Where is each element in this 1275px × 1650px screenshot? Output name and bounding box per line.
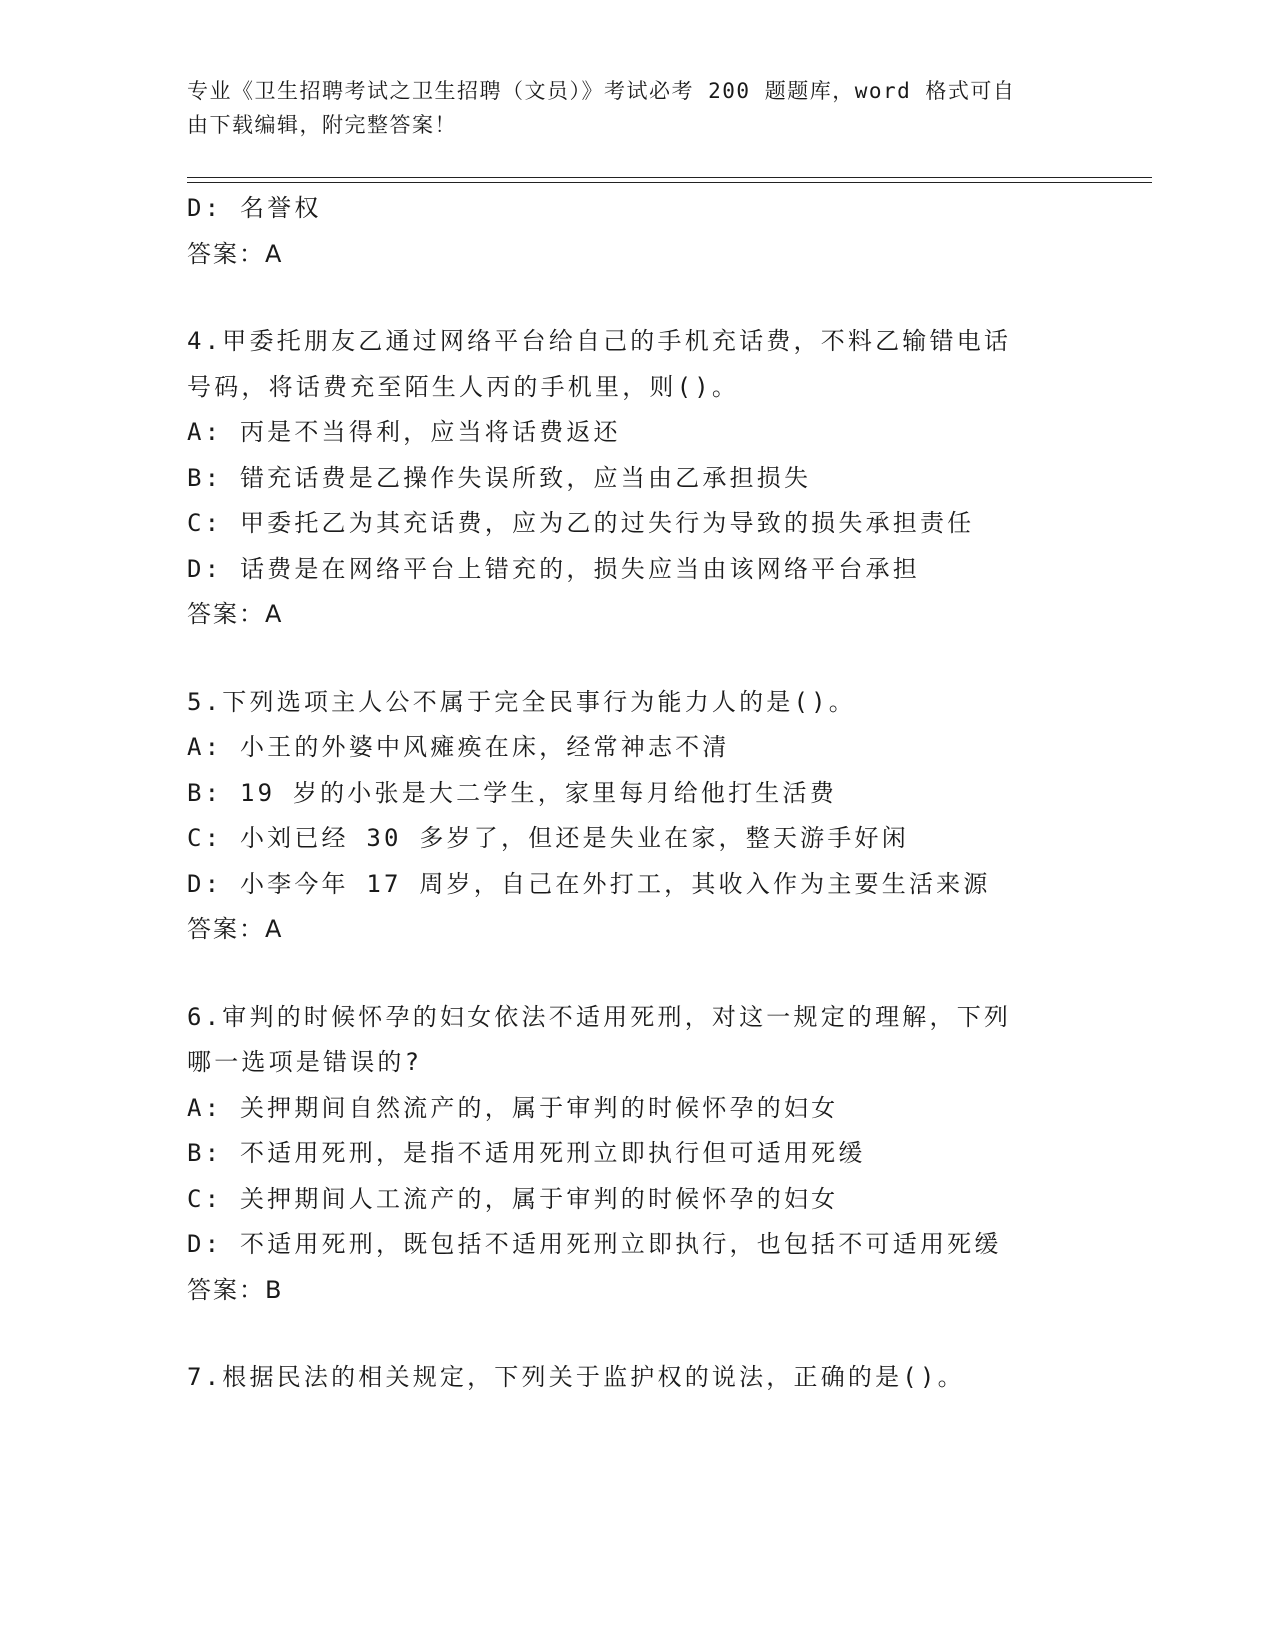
spacer	[187, 1313, 1067, 1355]
question-stem-line-1: 5.下列选项主人公不属于完全民事行为能力人的是()。	[187, 687, 856, 716]
question-list	[187, 186, 1067, 1401]
question-4	[187, 319, 1067, 638]
question-5	[187, 680, 1067, 953]
question-stem-line-1: 6.审判的时候怀孕的妇女依法不适用死刑，对这一规定的理解，下列	[187, 1002, 1012, 1031]
option-a: A: 关押期间自然流产的，属于审判的时候怀孕的妇女	[187, 1093, 839, 1122]
option-c: C: 甲委托乙为其充话费，应为乙的过失行为导致的损失承担责任	[187, 509, 975, 537]
header-divider-top	[187, 177, 1152, 178]
option-b: B: 不适用死刑，是指不适用死刑立即执行但可适用死缓	[187, 1139, 866, 1167]
spacer	[187, 277, 1067, 319]
question-stem-line-2: 号码，将话费充至陌生人丙的手机里，则()。	[187, 372, 740, 401]
answer-line: 答案：A	[187, 239, 284, 268]
question-stem-line-1: 4.甲委托朋友乙通过网络平台给自己的手机充话费，不料乙输错电话	[187, 327, 1012, 355]
header-title-line-2: 由下载编辑，附完整答案！	[187, 113, 457, 137]
option-b: B: 19 岁的小张是大二学生，家里每月给他打生活费	[187, 778, 837, 807]
option-d: D: 话费是在网络平台上错充的，损失应当由该网络平台承担	[187, 554, 920, 583]
option-a: A: 小王的外婆中风瘫痪在床，经常神志不清	[187, 733, 730, 761]
answer-line: 答案：A	[187, 600, 284, 628]
option-d: D: 不适用死刑，既包括不适用死刑立即执行，也包括不可适用死缓	[187, 1230, 1002, 1258]
previous-question-tail	[187, 186, 1067, 277]
option-c: C: 关押期间人工流产的，属于审判的时候怀孕的妇女	[187, 1184, 839, 1213]
answer-line: 答案：B	[187, 1275, 284, 1304]
question-stem-line-1: 7.根据民法的相关规定，下列关于监护权的说法，正确的是()。	[187, 1363, 965, 1391]
question-stem-line-2: 哪一选项是错误的?	[187, 1048, 423, 1076]
answer-line: 答案：A	[187, 915, 284, 943]
page-header	[187, 74, 1067, 142]
spacer	[187, 953, 1067, 995]
option-d: D: 名誉权	[187, 194, 322, 222]
option-c: C: 小刘已经 30 多岁了，但还是失业在家，整天游手好闲	[187, 824, 909, 852]
option-a: A: 丙是不当得利，应当将话费返还	[187, 418, 621, 446]
question-7	[187, 1355, 1067, 1401]
option-d: D: 小李今年 17 周岁，自己在外打工，其收入作为主要生活来源	[187, 869, 991, 898]
option-b: B: 错充话费是乙操作失误所致，应当由乙承担损失	[187, 463, 812, 492]
question-6	[187, 995, 1067, 1314]
spacer	[187, 638, 1067, 680]
header-title-line-1: 专业《卫生招聘考试之卫生招聘（文员）》考试必考 200 题题库，word 格式可自	[187, 79, 1016, 103]
header-divider-bottom	[187, 182, 1152, 183]
